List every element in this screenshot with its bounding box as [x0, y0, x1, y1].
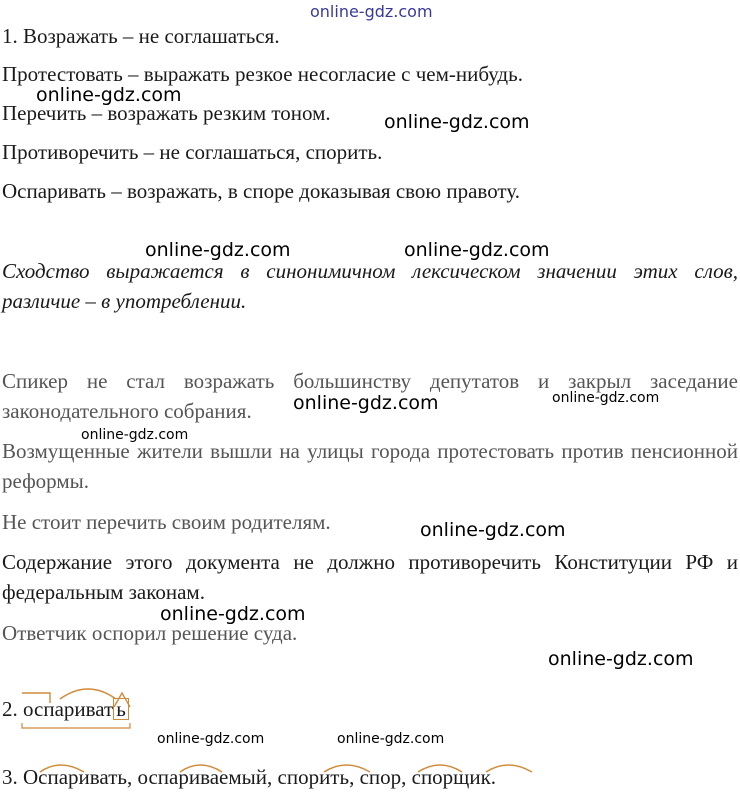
watermark: online-gdz.com — [293, 392, 439, 414]
stem-line — [22, 723, 130, 728]
watermark: online-gdz.com — [404, 239, 550, 261]
definition-protest: Протестовать – выражать резкое несогласие с чем-нибудь. — [2, 62, 523, 86]
watermark: online-gdz.com — [160, 603, 306, 625]
watermark-top: online-gdz.com — [310, 2, 433, 21]
example-sentence-4: Содержание этого документа не должно противоречить Конституции РФ и федеральным законам. — [2, 550, 738, 604]
definition-osparivat: Оспаривать – возражать, в споре доказывая свою правоту. — [2, 179, 520, 203]
similarity-note: Сходство выражается в синонимичном лексическом значении этих слов, различие – в употреблении. — [2, 259, 738, 313]
suffix-mark — [114, 693, 130, 707]
watermark: online-gdz.com — [157, 731, 265, 747]
ending-box: ь — [113, 698, 129, 720]
root-arc — [60, 689, 116, 699]
example-sentence-3: Не стоит перечить своим родителям. — [2, 510, 331, 534]
watermark: online-gdz.com — [337, 731, 445, 747]
definition-protivorechit: Противоречить – не соглашаться, спорить. — [2, 140, 383, 164]
watermark: online-gdz.com — [36, 84, 182, 106]
watermark: online-gdz.com — [384, 111, 530, 133]
watermark: online-gdz.com — [548, 648, 694, 670]
task3-text: 3. Оспаривать, оспариваемый, спорить, спор, спорщик. — [2, 765, 497, 789]
example-sentence-1: Спикер не стал возражать большинству депутатов и закрыл заседание законодательного собрания. — [2, 369, 738, 423]
task1-heading: 1. Возражать – не соглашаться. — [2, 24, 280, 48]
watermark: online-gdz.com — [420, 519, 566, 541]
watermark: online-gdz.com — [145, 239, 291, 261]
task2-label: 2. оспариват — [2, 697, 114, 721]
watermark: online-gdz.com — [552, 390, 660, 406]
example-sentence-5: Ответчик оспорил решение суда. — [2, 621, 298, 645]
watermark: online-gdz.com — [81, 427, 189, 443]
definition-perechit: Перечить – возражать резким тоном. — [2, 101, 331, 125]
morpheme-markings — [0, 679, 160, 729]
prefix-mark — [22, 693, 50, 703]
example-sentence-2: Возмущенные жители вышли на улицы города протестовать против пенсионной реформы. — [2, 439, 738, 493]
